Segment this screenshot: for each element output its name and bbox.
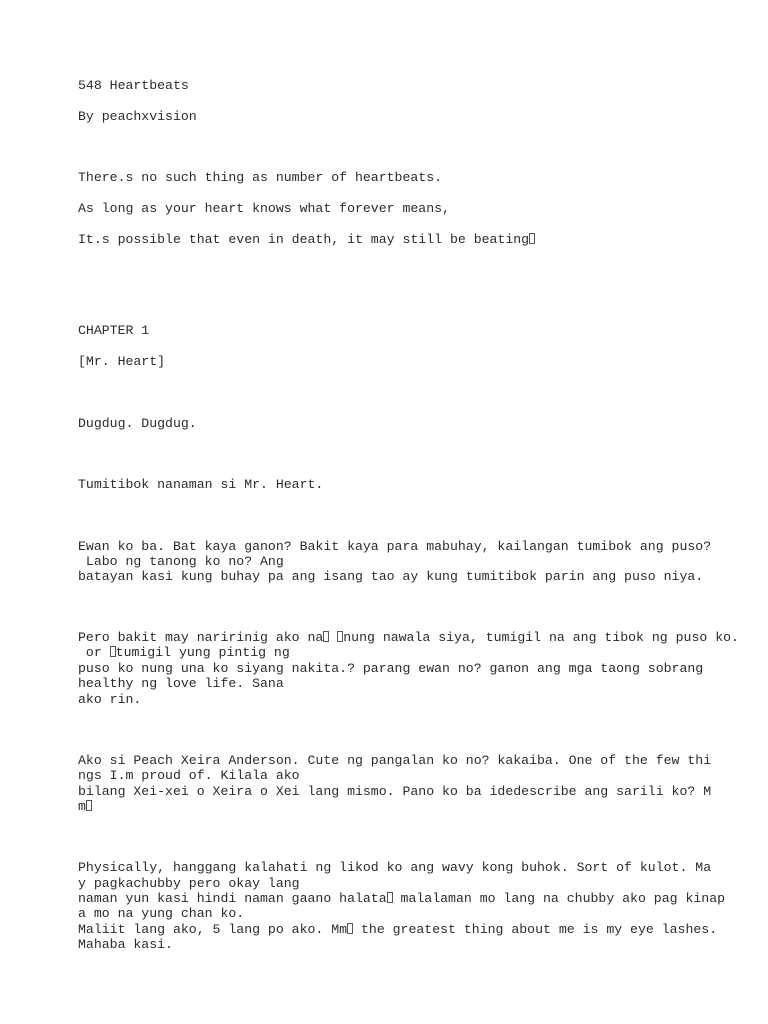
paragraph-line: batayan kasi kung buhay pa ang isang tao ay kung tumitibok parin ang puso niya. (78, 569, 704, 584)
chapter-heading: CHAPTER 1 (78, 323, 150, 338)
paragraph-line: ako rin. (78, 692, 142, 707)
paragraph-line: Dugdug. Dugdug. (78, 416, 197, 431)
epigraph-text: It.s possible that even in death, it may still be beating (78, 232, 530, 247)
paragraph-text: naman yun kasi hindi naman gaano halata (78, 891, 387, 906)
missing-glyph-icon (86, 800, 92, 811)
paragraph-text: nung nawala siya, tumigil na ang tibok ng puso ko. (343, 630, 739, 645)
missing-glyph-icon (529, 233, 535, 244)
paragraph-line: y pagkachubby pero okay lang (78, 876, 300, 891)
paragraph-line: a mo na yung chan ko. (78, 906, 245, 921)
chapter-title: [Mr. Heart] (78, 354, 166, 369)
story-title: 548 Heartbeats (78, 78, 189, 93)
paragraph-line: bilang Xei-xei o Xeira o Xei lang mismo. Pano ko ba idedescribe ang sarili ko? M (78, 784, 712, 799)
author-byline: By peachxvision (78, 109, 197, 124)
paragraph-line: Labo ng tanong ko no? Ang (78, 554, 284, 569)
paragraph-line: ngs I.m proud of. Kilala ako (78, 768, 300, 783)
paragraph-line: Physically, hanggang kalahati ng likod ko ang wavy kong buhok. Sort of kulot. Ma (78, 860, 712, 875)
paragraph-text: malalaman mo lang na chubby ako pag kinap (392, 891, 726, 906)
paragraph-line (78, 891, 725, 906)
missing-glyph-icon (323, 631, 329, 642)
paragraph-line (78, 645, 290, 660)
paragraph-line: Ewan ko ba. Bat kaya ganon? Bakit kaya para mabuhay, kailangan tumibok ang puso? (78, 539, 712, 554)
paragraph-text: tumigil yung pintig ng (115, 645, 290, 660)
paragraph-line: Ako si Peach Xeira Anderson. Cute ng pangalan ko no? kakaiba. One of the few thi (78, 753, 712, 768)
epigraph-line: There.s no such thing as number of heartbeats. (78, 170, 443, 185)
paragraph-text: the greatest thing about me is my eye lashes. (353, 922, 718, 937)
paragraph-line: Tumitibok nanaman si Mr. Heart. (78, 477, 324, 492)
paragraph-line (78, 799, 92, 814)
paragraph-text: or (78, 645, 110, 660)
epigraph-line: As long as your heart knows what forever means, (78, 201, 450, 216)
paragraph-line: Mahaba kasi. (78, 937, 173, 952)
paragraph-line (78, 630, 739, 645)
epigraph-line (78, 232, 535, 247)
paragraph-text: Maliit lang ako, 5 lang po ako. Mm (78, 922, 348, 937)
paragraph-line (78, 922, 717, 937)
paragraph-line: healthy ng love life. Sana (78, 676, 284, 691)
paragraph-text: m (78, 799, 86, 814)
paragraph-text: Pero bakit may naririnig ako na (78, 630, 324, 645)
paragraph-line: puso ko nung una ko siyang nakita.? parang ewan no? ganon ang mga taong sobrang (78, 661, 704, 676)
